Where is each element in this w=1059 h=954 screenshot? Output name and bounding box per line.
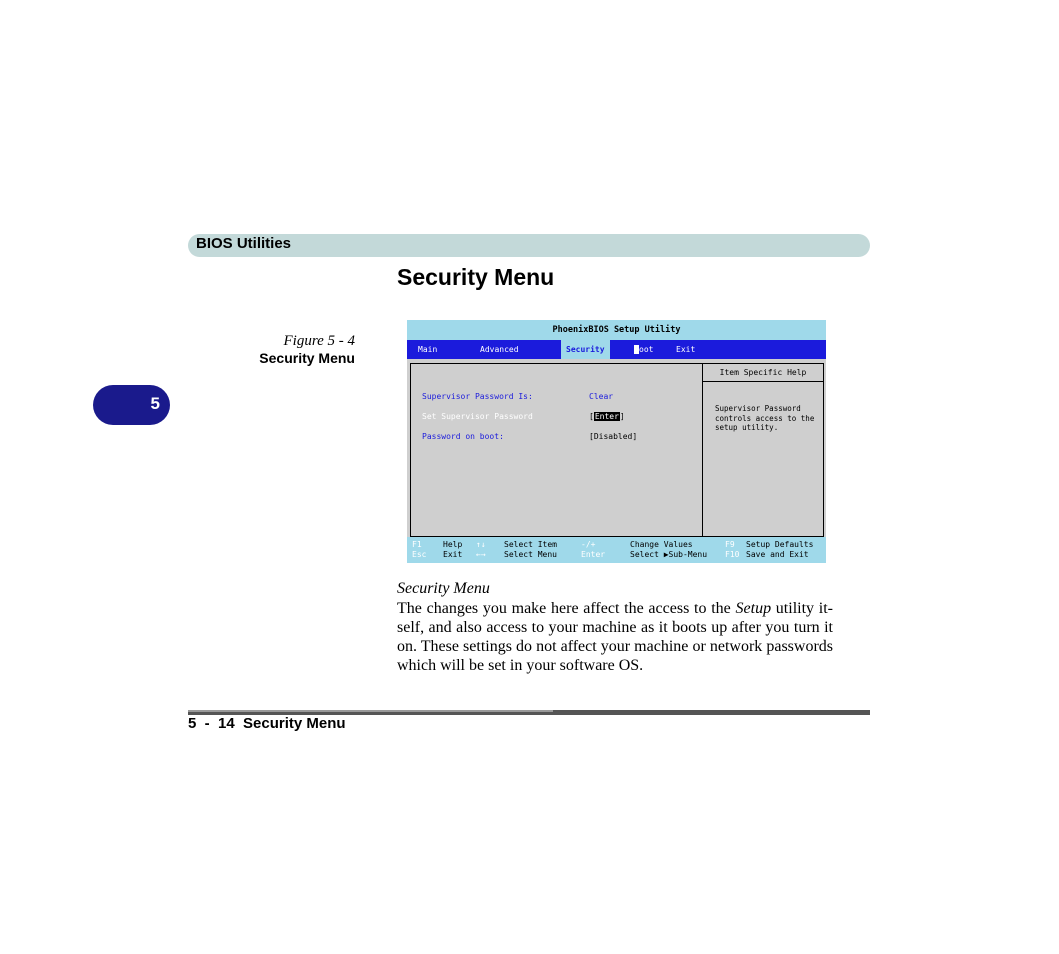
chapter-header-title: BIOS Utilities <box>196 235 292 252</box>
change-values-desc: Change Values <box>630 540 693 549</box>
bios-menu-main[interactable]: Main <box>418 345 438 354</box>
figure-number: Figure 5 - 4 <box>283 333 355 349</box>
f1-key: F1 <box>412 540 422 549</box>
bios-menu-advanced[interactable]: Advanced <box>480 345 519 354</box>
bios-menu-security[interactable]: Security <box>561 340 610 359</box>
select-item-desc: Select Item <box>504 540 557 549</box>
page-title: Security Menu <box>397 264 555 290</box>
save-exit-desc: Save and Exit <box>746 550 809 559</box>
bios-footer <box>407 537 826 563</box>
bios-menu-boot-label: oot <box>639 345 654 354</box>
help-title: Item Specific Help <box>703 364 823 382</box>
chapter-number: 5 <box>150 394 160 413</box>
figure-title: Security Menu <box>259 350 355 366</box>
bios-menubar <box>407 340 826 359</box>
password-on-boot-value[interactable]: [Disabled] <box>589 432 638 441</box>
bios-help-panel <box>702 363 824 537</box>
body-text-part1: The changes you make here affect the access to the <box>397 600 736 617</box>
set-supervisor-password-label[interactable]: Set Supervisor Password <box>422 412 533 421</box>
setup-defaults-desc: Setup Defaults <box>746 540 814 549</box>
bios-screenshot <box>407 320 826 563</box>
password-on-boot-label: Password on boot: <box>422 432 504 441</box>
page-footer-label: 5 - 14 Security Menu <box>188 715 346 732</box>
exit-key-desc: Exit <box>443 550 463 559</box>
enter-field[interactable]: Enter <box>594 412 619 421</box>
supervisor-password-value: Clear <box>589 392 614 401</box>
bios-menu-exit[interactable]: Exit <box>676 345 696 354</box>
enter-key: Enter <box>581 550 606 559</box>
body-paragraph <box>397 599 833 675</box>
set-supervisor-password-value[interactable]: [Enter] <box>589 412 625 421</box>
bios-title: PhoenixBIOS Setup Utility <box>407 320 826 340</box>
bios-main-panel <box>410 363 705 537</box>
left-right-arrows: ←→ <box>476 550 486 559</box>
help-text: Supervisor Password controls access to the setup utility. <box>715 404 815 432</box>
body-text-part2: utility it-self, and also access to your machine as it boots up after you turn it on. These settings do not affect your machine or network passwords which will be set in your software OS. <box>397 600 833 674</box>
bios-menu-boot[interactable] <box>634 340 653 359</box>
select-menu-desc: Select Menu <box>504 550 557 559</box>
help-key-desc: Help <box>443 540 463 549</box>
plus-minus-key: -/+ <box>581 540 596 549</box>
footer-rule-highlight <box>188 710 553 712</box>
f9-key: F9 <box>725 540 735 549</box>
section-title: Security Menu <box>397 580 490 597</box>
f10-key: F10 <box>725 550 740 559</box>
chapter-header-bar <box>188 234 870 257</box>
body-text-italic: Setup <box>735 600 772 617</box>
chapter-tab[interactable] <box>93 385 170 425</box>
supervisor-password-label: Supervisor Password Is: <box>422 392 533 401</box>
select-submenu-desc: Select ▶Sub-Menu <box>630 550 708 559</box>
up-down-arrows: ↑↓ <box>476 540 486 549</box>
esc-key: Esc <box>412 550 427 559</box>
